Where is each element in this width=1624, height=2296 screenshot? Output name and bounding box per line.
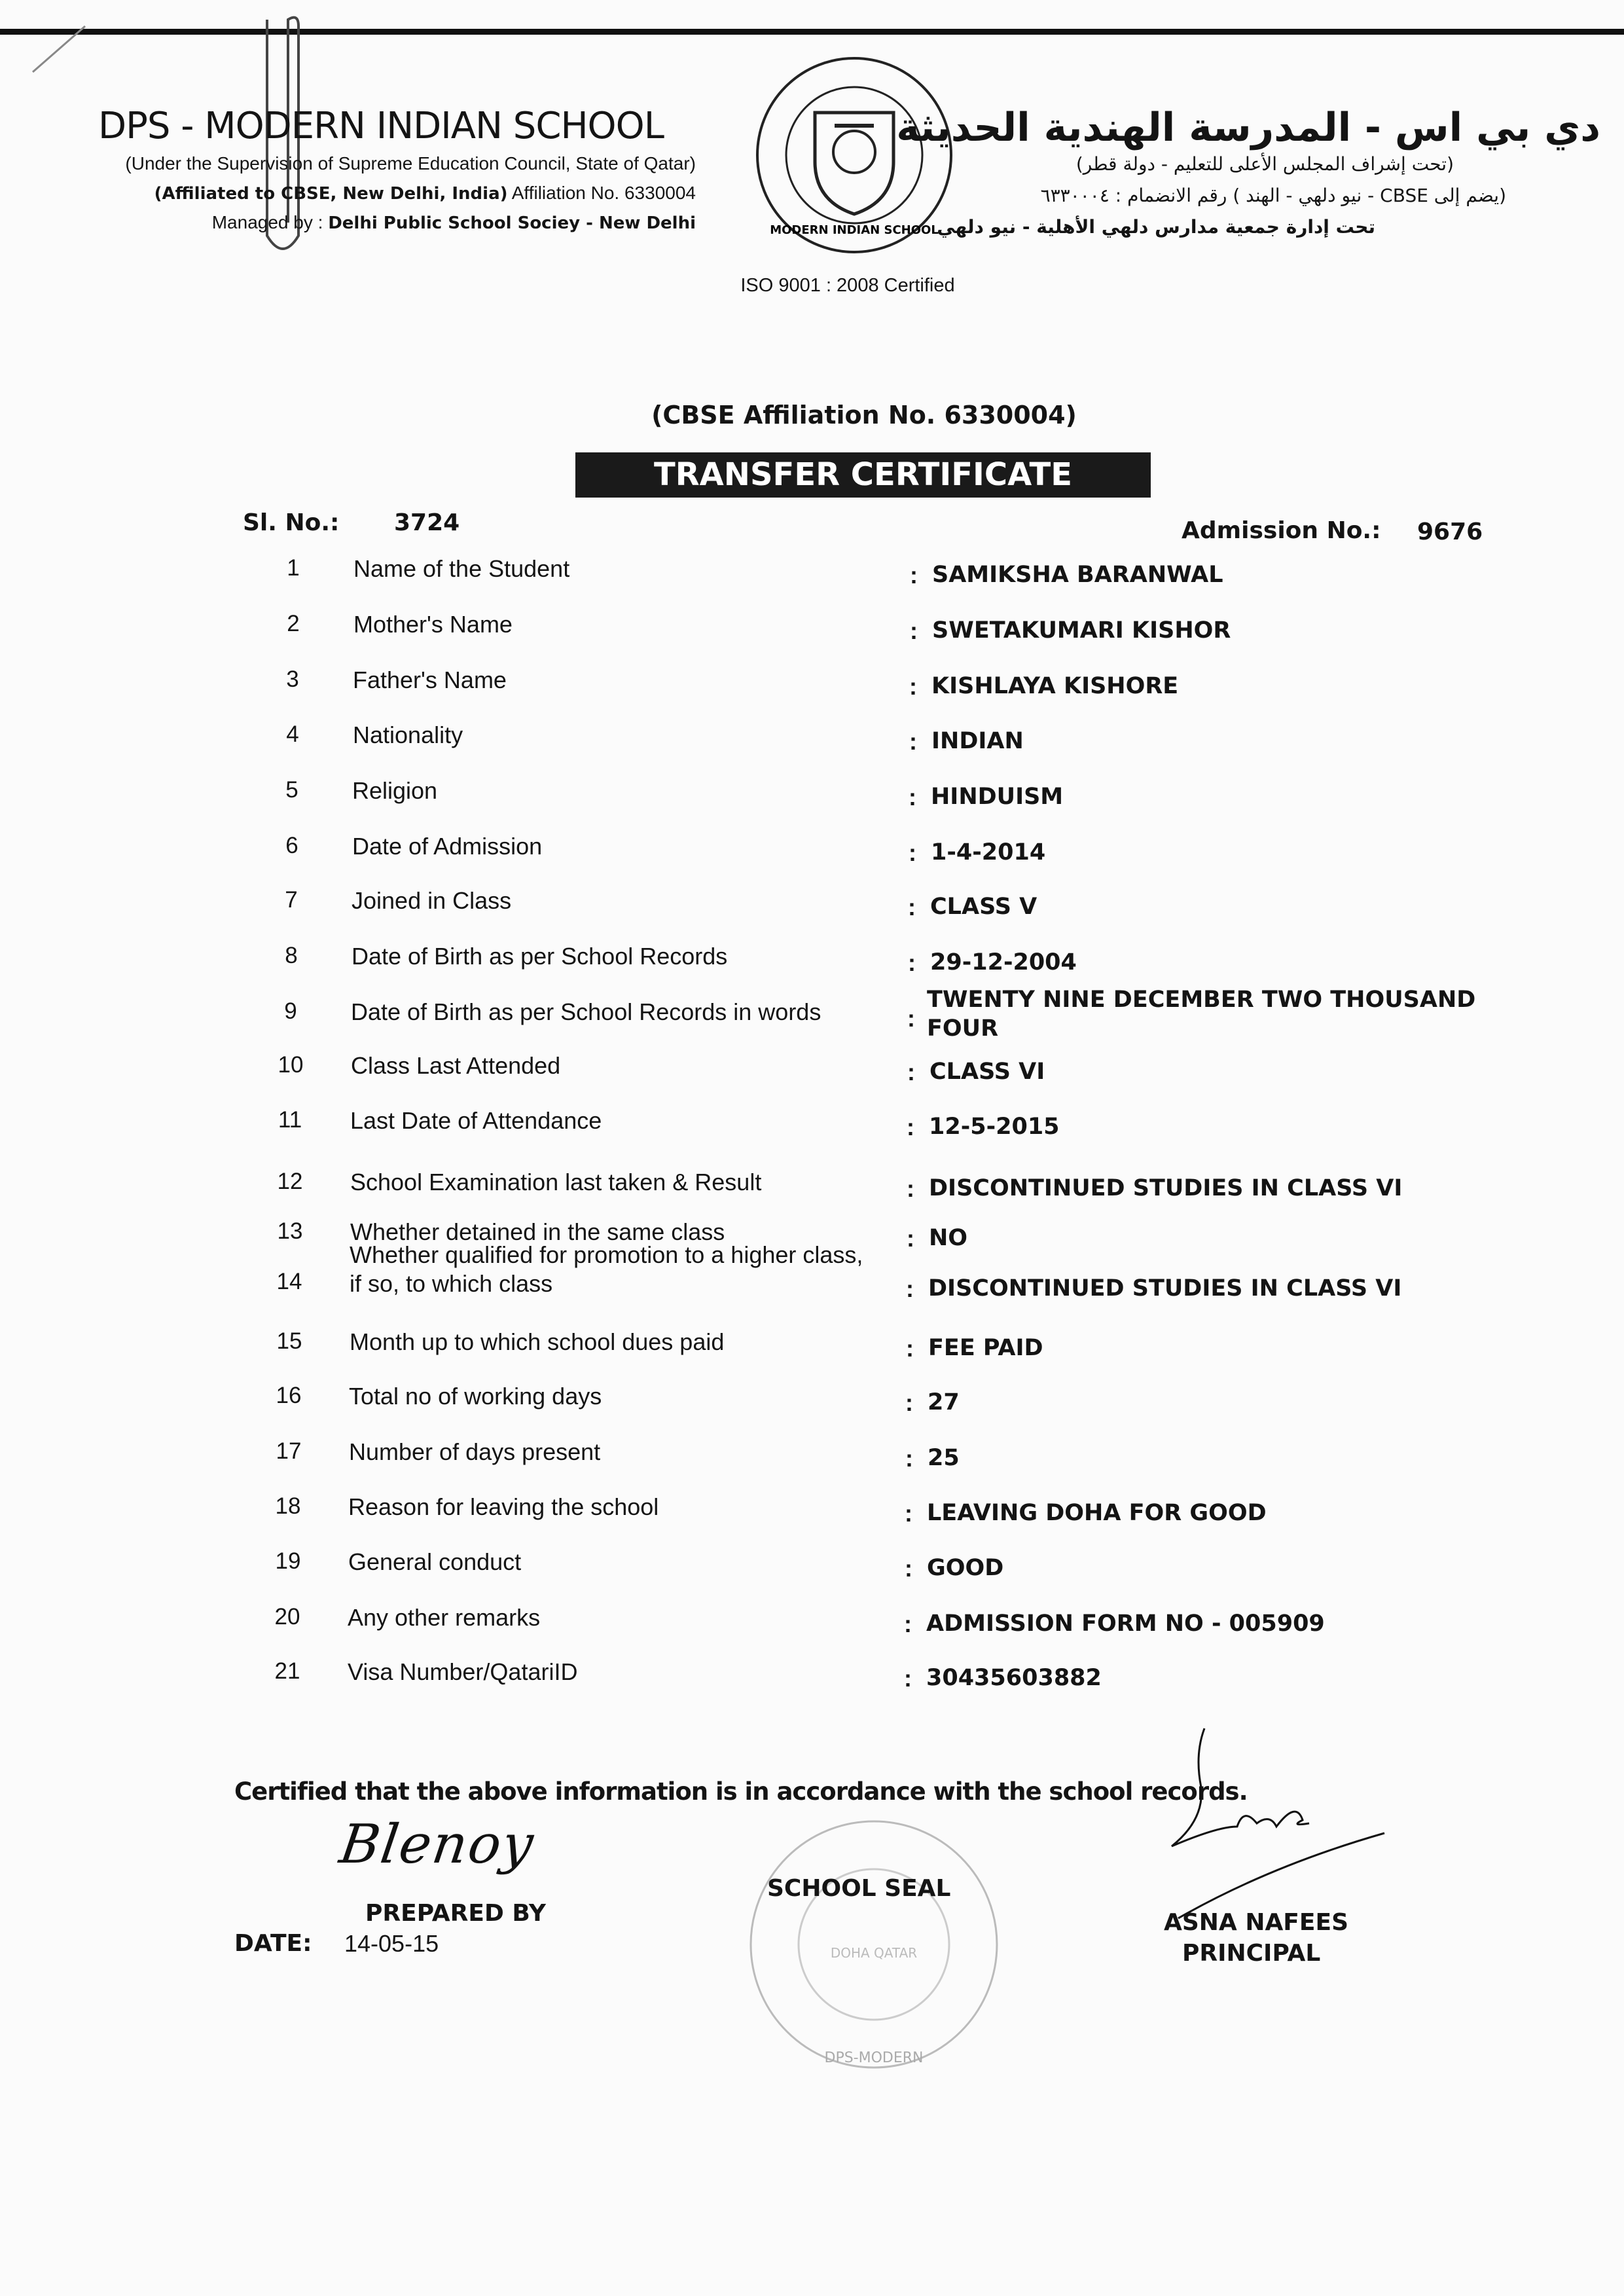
row-colon: : — [907, 1005, 915, 1032]
row-number: 1 — [287, 555, 300, 581]
principal-name: ASNA NAFEES — [1164, 1909, 1349, 1936]
row-label: Date of Admission — [352, 833, 543, 860]
row-value: 12-5-2015 — [929, 1114, 1060, 1140]
affiliation-number: Affiliation No. 6330004 — [507, 183, 696, 203]
row-number: 12 — [277, 1169, 303, 1194]
row-value: SWETAKUMARI KISHOR — [932, 617, 1231, 644]
row-number: 16 — [276, 1383, 302, 1408]
row-value: INDIAN — [931, 728, 1024, 754]
row-label: Father's Name — [353, 666, 507, 693]
school-seal-stamp — [743, 1813, 1005, 2075]
row-label: Whether qualified for promotion to a higher class, — [350, 1241, 863, 1268]
row-value: KISHLAYA KISHORE — [931, 673, 1179, 699]
row-colon: : — [904, 1665, 912, 1692]
row-value: GOOD — [927, 1555, 1004, 1581]
row-colon: : — [906, 1275, 914, 1302]
row-colon: : — [909, 784, 916, 811]
principal-title: PRINCIPAL — [1182, 1940, 1321, 1967]
row-number: 18 — [275, 1493, 301, 1519]
iso-certification: ISO 9001 : 2008 Certified — [740, 275, 955, 296]
serial-label: Sl. No.: — [243, 509, 340, 536]
row-value-continued: FOUR — [927, 1015, 999, 1042]
row-number: 6 — [285, 833, 298, 858]
managed-by: Delhi Public School Sociey - New Delhi — [328, 213, 696, 233]
managed-line — [212, 212, 696, 233]
row-number: 15 — [276, 1328, 302, 1354]
principal-signature — [1139, 1715, 1401, 1931]
row-label-continued: if so, to which class — [350, 1270, 553, 1297]
row-colon: : — [909, 673, 917, 700]
row-value: SAMIKSHA BARANWAL — [932, 562, 1223, 588]
svg-text:DOHA QATAR: DOHA QATAR — [830, 1945, 918, 1961]
row-value: HINDUISM — [931, 784, 1064, 810]
row-label: Any other remarks — [348, 1604, 541, 1631]
row-colon: : — [906, 1335, 914, 1362]
affiliation-bold: (Affiliated to CBSE, New Delhi, India) — [154, 184, 508, 204]
row-label: Month up to which school dues paid — [350, 1328, 725, 1355]
supervision-line: (Under the Supervision of Supreme Education Council, State of Qatar) — [125, 153, 696, 173]
row-label: School Examination last taken & Result — [350, 1169, 762, 1195]
managed-prefix: Managed by : — [211, 212, 329, 232]
row-value: 25 — [928, 1445, 960, 1471]
row-label: Reason for leaving the school — [348, 1493, 659, 1520]
row-value: 27 — [928, 1389, 960, 1415]
row-number: 17 — [276, 1438, 302, 1464]
row-label: Mother's Name — [353, 611, 513, 638]
row-number: 21 — [274, 1658, 300, 1684]
row-number: 20 — [274, 1604, 300, 1630]
logo-text: MODERN INDIAN SCHOOL — [770, 223, 939, 237]
school-logo — [753, 54, 956, 257]
row-number: 4 — [286, 721, 299, 747]
row-label: Religion — [352, 777, 438, 804]
managed-arabic: تحت إدارة جمعية مدارس دلهي الأهلية - نيو دلهي — [937, 216, 1375, 238]
row-value: 30435603882 — [926, 1665, 1102, 1691]
date-label: DATE: — [234, 1930, 312, 1957]
row-colon: : — [905, 1445, 913, 1472]
row-number: 8 — [285, 943, 298, 968]
row-colon: : — [908, 949, 916, 976]
row-value: DISCONTINUED STUDIES IN CLASS VI — [928, 1275, 1402, 1302]
document-title: TRANSFER CERTIFICATE — [575, 452, 1151, 498]
row-colon: : — [905, 1389, 913, 1416]
school-name-arabic: دي بي اس - المدرسة الهندية الحديثة — [896, 105, 1600, 151]
row-colon: : — [910, 617, 918, 644]
row-number: 14 — [276, 1269, 302, 1294]
row-colon: : — [907, 1225, 914, 1252]
school-name: DPS - MODERN INDIAN SCHOOL — [98, 105, 664, 147]
serial-number: 3724 — [394, 509, 460, 536]
admission-label: Admission No.: — [1182, 517, 1381, 544]
row-number: 7 — [285, 887, 298, 913]
row-number: 3 — [286, 666, 299, 692]
affiliation-arabic: (يضم إلى CBSE - نيو دلهي - الهند ) رقم الانضمام : ٦٣٣٠٠٠٤ — [1040, 185, 1506, 206]
school-seal-label: SCHOOL SEAL — [767, 1875, 951, 1902]
row-colon: : — [909, 728, 917, 755]
row-label: Last Date of Attendance — [350, 1107, 602, 1134]
certification-statement: Certified that the above information is in accordance with the school records. — [234, 1777, 1248, 1806]
affiliation-line — [154, 183, 696, 204]
row-value: LEAVING DOHA FOR GOOD — [927, 1500, 1267, 1526]
preparer-signature: Blenoy — [336, 1813, 539, 1876]
row-label: Date of Birth as per School Records — [352, 943, 728, 970]
cbse-affiliation: (CBSE Affiliation No. 6330004) — [651, 401, 1077, 429]
row-number: 19 — [275, 1548, 301, 1574]
row-label: Whether detained in the same class — [350, 1218, 725, 1245]
date-value: 14-05-15 — [344, 1930, 439, 1957]
row-number: 9 — [284, 998, 297, 1024]
admission-number: 9676 — [1417, 519, 1483, 545]
row-number: 10 — [278, 1052, 304, 1078]
row-label: Visa Number/QatariID — [348, 1658, 578, 1685]
row-colon: : — [905, 1555, 912, 1582]
prepared-by-label: PREPARED BY — [365, 1900, 546, 1927]
row-colon: : — [907, 1175, 914, 1202]
row-value: TWENTY NINE DECEMBER TWO THOUSAND — [927, 987, 1476, 1013]
svg-text:DPS-MODERN: DPS-MODERN — [824, 2050, 924, 2066]
row-label: Class Last Attended — [351, 1052, 561, 1079]
row-value: NO — [929, 1225, 968, 1251]
row-value: ADMISSION FORM NO - 005909 — [926, 1611, 1325, 1637]
row-colon: : — [907, 1059, 915, 1085]
row-colon: : — [905, 1500, 912, 1527]
row-label: Nationality — [353, 721, 463, 748]
row-label: Joined in Class — [352, 887, 512, 914]
row-label: General conduct — [348, 1548, 522, 1575]
row-colon: : — [909, 839, 916, 866]
row-colon: : — [904, 1611, 912, 1637]
row-number: 11 — [278, 1107, 302, 1133]
supervision-arabic: (تحت إشراف المجلس الأعلى للتعليم - دولة قطر) — [1075, 153, 1454, 175]
row-colon: : — [910, 562, 918, 589]
row-number: 5 — [285, 777, 298, 803]
row-value: 1-4-2014 — [931, 839, 1046, 866]
row-label: Date of Birth as per School Records in words — [351, 998, 821, 1025]
row-value: CLASS V — [930, 894, 1038, 920]
row-label: Name of the Student — [353, 555, 570, 582]
row-value: 29-12-2004 — [930, 949, 1077, 975]
row-value: CLASS VI — [929, 1059, 1045, 1085]
row-number: 13 — [277, 1218, 303, 1244]
row-colon: : — [908, 894, 916, 920]
row-colon: : — [907, 1114, 914, 1140]
row-label: Total no of working days — [349, 1383, 602, 1410]
row-value: FEE PAID — [928, 1335, 1043, 1361]
row-value: DISCONTINUED STUDIES IN CLASS VI — [929, 1175, 1403, 1201]
row-label: Number of days present — [349, 1438, 601, 1465]
row-number: 2 — [287, 611, 300, 636]
